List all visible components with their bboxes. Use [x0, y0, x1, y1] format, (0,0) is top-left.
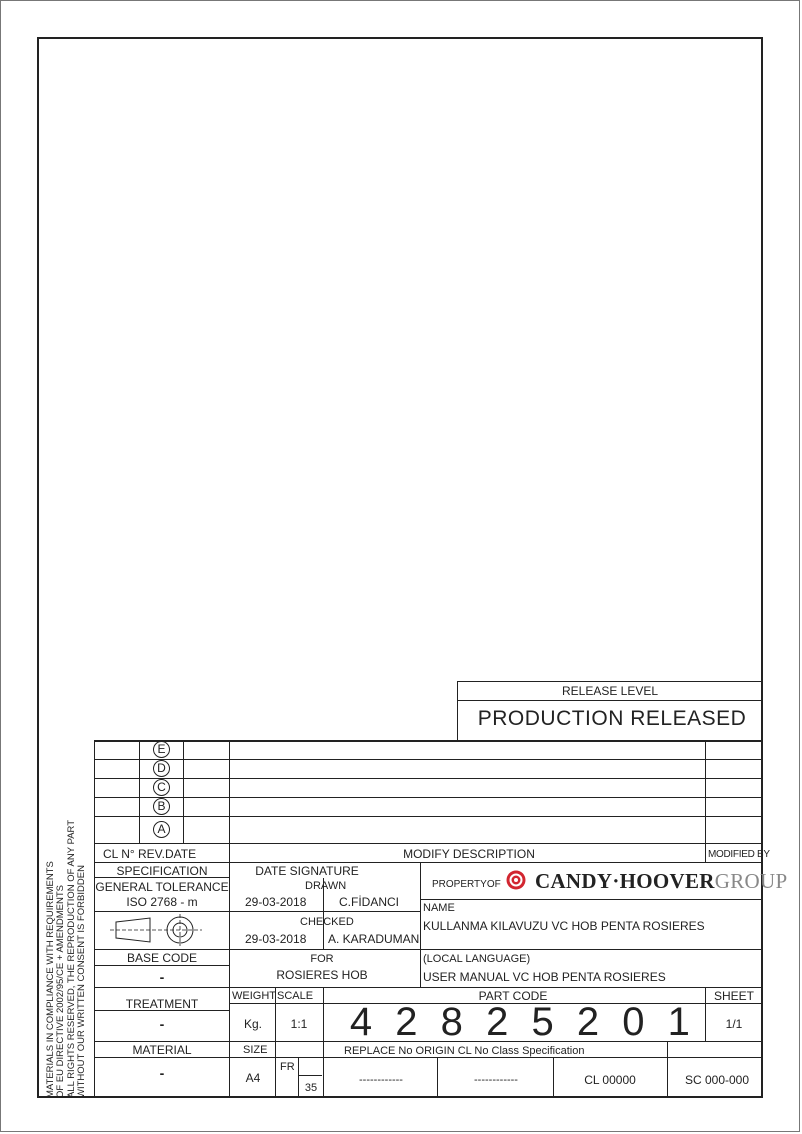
compliance-line-2: OF EU DIRECTIVE 2002/95/CE + AMENDMENTS	[55, 884, 66, 1098]
rule	[457, 700, 762, 701]
candy-hoover-logo-icon	[506, 870, 526, 890]
compliance-line-1: MATERIALS IN COMPLIANCE WITH REQUIREMENTS	[45, 861, 56, 1098]
replace-dashes: ------------	[359, 1074, 403, 1086]
release-level-label: RELEASE LEVEL	[561, 684, 659, 698]
rule	[553, 1057, 554, 1098]
modified-by-header: MODIFIED BY	[708, 849, 770, 860]
sheet-label: SHEET	[713, 989, 755, 1003]
drawn-name: C.FİDANCI	[339, 895, 399, 909]
rule	[94, 949, 762, 950]
weight-label: WEIGHT	[232, 990, 276, 1002]
part-code-digit: 4	[349, 1000, 373, 1044]
drawn-date: 29-03-2018	[245, 895, 307, 909]
material-label: MATERIAL	[132, 1043, 192, 1057]
rule	[275, 987, 276, 1098]
specification-label: SPECIFICATION	[116, 864, 208, 878]
rule	[94, 843, 762, 844]
scale-label: SCALE	[277, 990, 314, 1002]
revision-b: B	[153, 798, 170, 815]
weight-unit: Kg.	[243, 1017, 263, 1031]
rule	[457, 681, 762, 682]
part-code-digit: 5	[531, 1000, 554, 1044]
rights-line-1: ALL RIGHTS RESERVED, THE REPRODUCTION OF ANY PART	[66, 819, 77, 1098]
rule	[420, 862, 421, 987]
part-code-digit: 8	[440, 1000, 463, 1044]
rule	[94, 1041, 762, 1042]
replace-header: REPLACE No ORIGIN CL No Class Specification	[344, 1045, 585, 1057]
part-code-digit: 1	[667, 1000, 690, 1044]
rule	[183, 740, 184, 843]
release-level-value: PRODUCTION RELEASED	[477, 707, 747, 730]
property-of-label: PROPERTYOF	[432, 879, 501, 890]
origin-dashes: ------------	[474, 1074, 518, 1086]
treatment-value: -	[159, 1016, 165, 1032]
modify-description-header: MODIFY DESCRIPTION	[403, 847, 535, 861]
rule	[457, 681, 458, 740]
revision-a: A	[153, 821, 170, 838]
fr-value: 35	[304, 1082, 318, 1094]
for-value: ROSIERES HOB	[276, 968, 368, 982]
rule	[298, 1057, 299, 1098]
checked-name: A. KARADUMAN	[328, 932, 420, 946]
rule	[705, 987, 706, 1041]
rights-line-2: WITHOUT OUR WRITTEN CONSENT IS FORBIDDEN	[76, 865, 87, 1098]
iso-tolerance: ISO 2768 - m	[126, 895, 198, 909]
brand-group: GROUP	[714, 869, 788, 893]
rule	[298, 1075, 322, 1076]
rule	[94, 987, 762, 988]
rev-header: REV.	[138, 847, 165, 861]
part-code-digit: 2	[395, 1000, 418, 1044]
size-value: A4	[245, 1071, 261, 1085]
size-label: SIZE	[243, 1044, 268, 1056]
rule	[94, 965, 229, 966]
part-code-digit: 2	[486, 1000, 509, 1044]
material-value: -	[159, 1065, 165, 1081]
drawn-label: DRAWN	[305, 880, 347, 892]
brand-main: CANDY·HOOVER	[535, 869, 715, 893]
rule	[420, 899, 762, 900]
base-code-label: BASE CODE	[126, 951, 198, 965]
general-tolerance-label: GENERAL TOLERANCE	[95, 880, 229, 894]
local-language-value: USER MANUAL VC HOB PENTA ROSIERES	[423, 970, 666, 984]
checked-label: CHECKED	[300, 916, 354, 928]
name-value: KULLANMA KILAVUZU VC HOB PENTA ROSIERES	[423, 919, 705, 933]
rule	[229, 740, 230, 1098]
fr-label: FR	[280, 1061, 295, 1073]
treatment-label: TREATMENT	[125, 997, 199, 1011]
revision-c: C	[153, 779, 170, 796]
rule	[94, 816, 762, 817]
base-code-value: -	[159, 969, 165, 985]
part-code-label: PART CODE	[478, 989, 548, 1003]
rule	[94, 740, 762, 742]
compliance-note	[46, 820, 87, 1098]
projection-symbol-icon	[110, 914, 206, 946]
part-code-digit: 2	[576, 1000, 600, 1044]
rule	[437, 1057, 438, 1098]
cl-value: CL 00000	[584, 1073, 636, 1087]
rule	[94, 797, 762, 798]
sc-value: SC 000-000	[684, 1073, 750, 1087]
date-header: DATE	[165, 847, 197, 861]
rule	[229, 911, 420, 912]
rule	[323, 987, 324, 1098]
cl-no-header: CL N°	[103, 847, 135, 861]
rule	[139, 740, 140, 843]
rule	[705, 740, 706, 862]
rule	[94, 740, 95, 1098]
rule	[94, 759, 762, 760]
rule	[94, 862, 762, 863]
brand-name	[535, 869, 787, 896]
revision-d: D	[153, 760, 170, 777]
local-language-label: (LOCAL LANGUAGE)	[423, 953, 531, 965]
rule	[94, 778, 762, 779]
revision-e: E	[153, 741, 170, 758]
rule	[94, 1057, 229, 1058]
name-label: NAME	[423, 902, 455, 914]
part-code-digit: 0	[622, 1000, 645, 1044]
for-label: FOR	[310, 953, 334, 965]
sheet-value: 1/1	[725, 1017, 743, 1031]
rule	[667, 1041, 668, 1098]
date-signature-header: DATE SIGNATURE	[255, 864, 359, 878]
rule	[94, 911, 229, 912]
checked-date: 29-03-2018	[245, 932, 307, 946]
scale-value: 1:1	[290, 1017, 308, 1031]
